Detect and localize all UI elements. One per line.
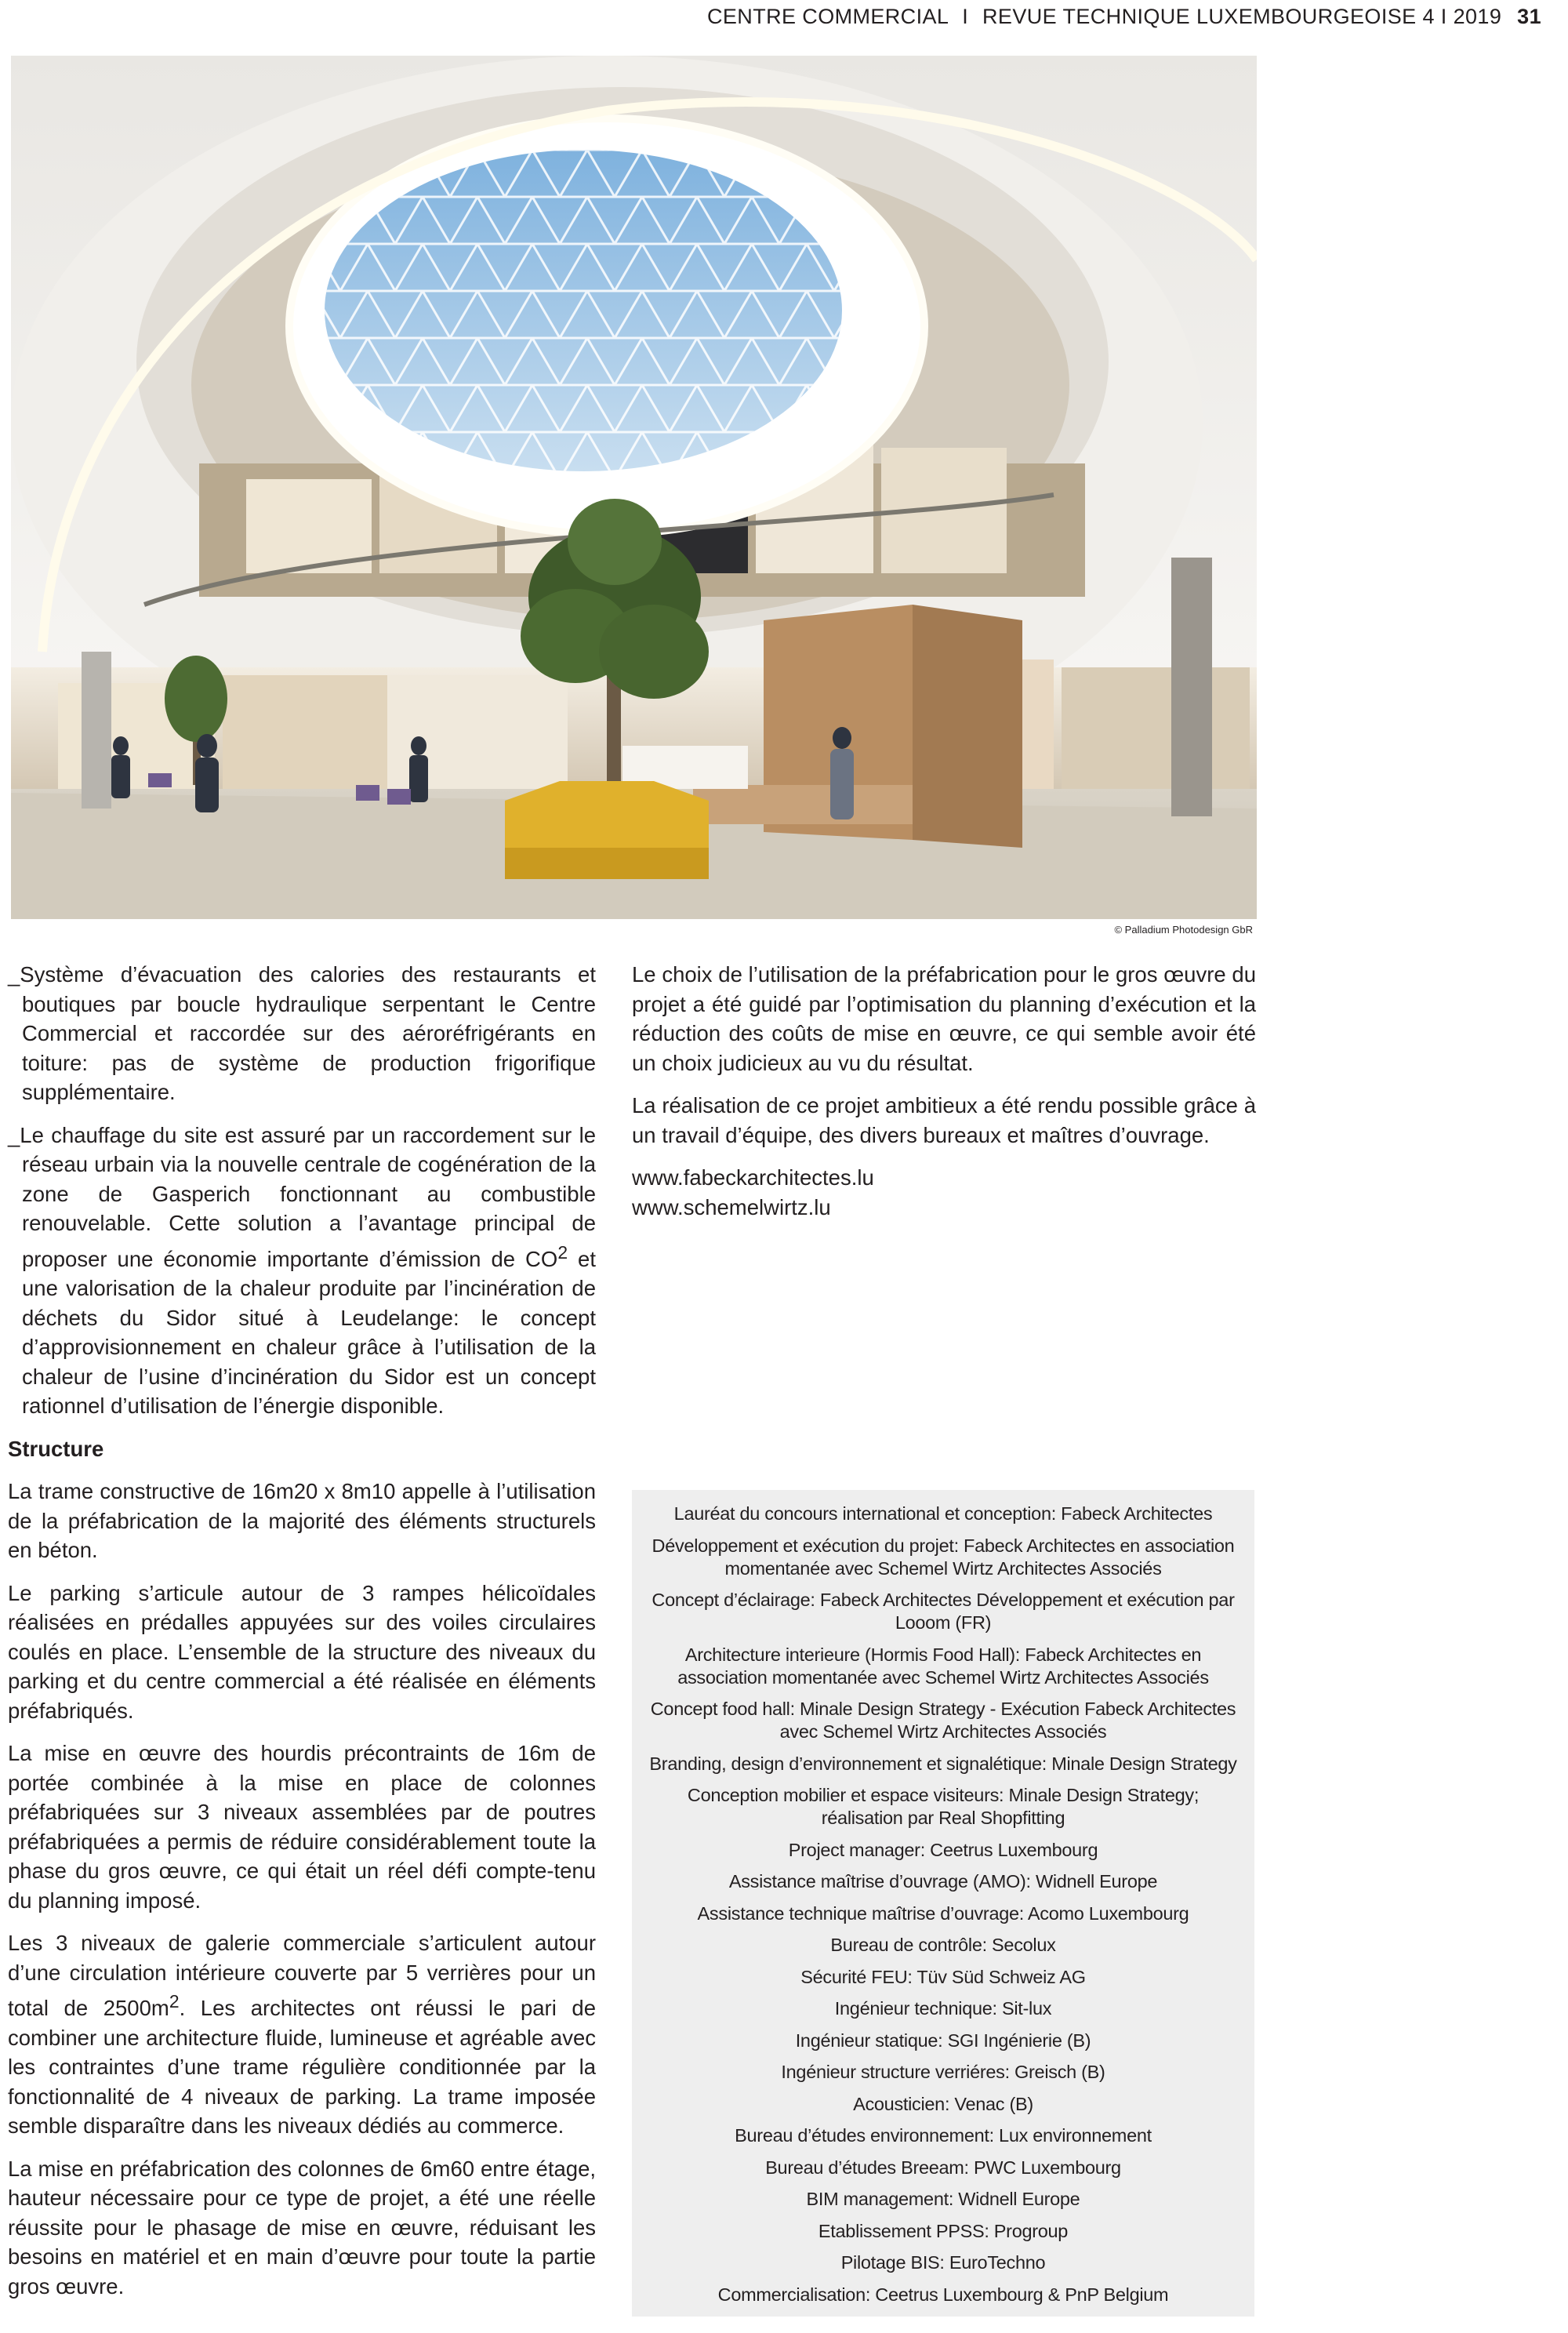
credit-item: Assistance technique maîtrise d’ouvrage: Acomo Luxembourg [697, 1902, 1189, 1924]
link-schemelwirtz[interactable]: www.schemelwirtz.lu [632, 1194, 831, 1219]
credit-item: Assistance maîtrise d’ouvrage (AMO): Widnell Europe [728, 1871, 1158, 1891]
header-separator: I [962, 5, 969, 28]
link-fabeck[interactable]: www.fabeckarchitectes.lu [632, 1165, 874, 1190]
credit-item: Lauréat du concours international et conception: Fabeck Architectes [673, 1503, 1213, 1524]
credit-item: Ingénieur statique: SGI Ingénierie (B) [795, 2030, 1091, 2051]
bullet-calories: _Système d’évacuation des calories des restaurants et boutiques par boucle hydraulique serpentant le Centre Commercial et raccordée sur des aéroréfrigérants en toiture: pas de système de production frigorifique supplémentaire. [8, 962, 596, 1104]
credit-item: Etablissement PPSS: Progroup [818, 2220, 1069, 2241]
credit-item: Développement et exécution du projet: Fabeck Architectes en association momentanée avec Schemel Wirtz Architectes Associés [652, 1535, 1235, 1579]
credit-item: Commercialisation: Ceetrus Luxembourg & PnP Belgium [717, 2284, 1169, 2305]
paragraph-trame: La trame constructive de 16m20 x 8m10 appelle à l’utilisation de la préfabrication de la majorité des éléments structurels en béton. [8, 1479, 596, 1563]
left-column [8, 960, 596, 2314]
credit-item: Ingénieur technique: Sit-lux [834, 1998, 1052, 2019]
paragraph-colonnes: La mise en préfabrication des colonnes de 6m60 entre étage, hauteur nécessaire pour ce type de projet, a été une réelle réussite pour le phasage de mise en œuvre, réduisant les besoins en matériel et en main d’œuvre pour toute la partie gros œuvre. [8, 2156, 596, 2298]
credit-item: BIM management: Widnell Europe [806, 2189, 1080, 2209]
page-number: 31 [1517, 5, 1541, 28]
m2-superscript: 2 [169, 1991, 180, 2012]
credit-item: Architecture interieure (Hormis Food Hall): Fabeck Architectes en association momentanée avec Schemel Wirtz Architectes Associés [677, 1644, 1209, 1688]
photo-credit: © Palladium Photodesign GbR [1114, 924, 1253, 936]
paragraph-galerie [8, 1928, 596, 2141]
atrium-illustration [11, 56, 1257, 919]
paragraph-galerie-part-2: . Les architectes ont réussi le pari de combiner une architecture fluide, lumineuse et agréable avec les contraintes d’une trame régulière conditionnée par la fonctionnalité de 4 niveaux de parking. La trame imposée semble disparaître dans les niveaux dédiés au commerce. [8, 1996, 596, 2139]
atrium-photo [11, 56, 1257, 919]
credit-item: Conception mobilier et espace visiteurs: Minale Design Strategy; réalisation par Real Shopfitting [687, 1785, 1200, 1828]
section-heading-structure: Structure [8, 1436, 104, 1461]
credit-item: Concept d’éclairage: Fabeck Architectes Développement et exécution par Looom (FR) [652, 1590, 1235, 1633]
credit-item: Branding, design d’environnement et signalétique: Minale Design Strategy [649, 1753, 1237, 1774]
paragraph-galerie-part-1: Les 3 niveaux de galerie commerciale s’articulent autour d’une circulation intérieure couverte par 5 verrières pour un total de 2500m [8, 1931, 596, 2021]
paragraph-realisation: La réalisation de ce projet ambitieux a été rendu possible grâce à un travail d’équipe, des divers bureaux et maîtres d’ouvrage. [632, 1093, 1256, 1147]
credit-item: Project manager: Ceetrus Luxembourg [788, 1839, 1098, 1860]
header-issue: 4 I 2019 [1422, 5, 1502, 28]
website-links [632, 1163, 1256, 1222]
bullet-heating-part-2: et une valorisation de la chaleur produite par l’incinération de déchets du Sidor situé à Leudelange: le concept d’approvisionnement en chaleur grâce à l’utilisation de la chaleur de l’usine d’incinération du Sidor est un concept rationnel d’utilisation de l’énergie disponible. [22, 1246, 596, 1419]
credit-item: Bureau de contrôle: Secolux [830, 1935, 1056, 1955]
co2-subscript: 2 [557, 1241, 568, 1263]
running-header [707, 5, 1541, 29]
credit-item: Acousticien: Venac (B) [853, 2093, 1033, 2114]
header-section: CENTRE COMMERCIAL [706, 5, 949, 28]
header-journal: REVUE TECHNIQUE LUXEMBOURGEOISE [982, 5, 1417, 28]
credit-item: Pilotage BIS: EuroTechno [840, 2252, 1046, 2273]
paragraph-hourdis: La mise en œuvre des hourdis précontraints de 16m de portée combinée à la mise en place de colonnes préfabriquées sur 3 niveaux assemblées par de poutres préfabriquées a permis de réduire considérablement toute la phase du gros œuvre, ce qui était un réel défi compte-tenu du planning imposé. [8, 1741, 596, 1913]
project-credits-box [632, 1490, 1254, 2317]
credit-item: Sécurité FEU: Tüv Süd Schweiz AG [800, 1966, 1086, 1987]
bullet-heating-part-1: _Le chauffage du site est assuré par un raccordement sur le réseau urbain via la nouvelle centrale de cogénération de la zone de Gasperich fonctionnant au combustible renouvelable. Cette solution a l’avantage principal de proposer une économie importante d’émission de CO [8, 1122, 596, 1271]
credit-item: Ingénieur structure verriéres: Greisch (B) [781, 2062, 1105, 2082]
credit-item: Bureau d’études environnement: Lux environnement [735, 2125, 1152, 2146]
bullet-heating [8, 1121, 596, 1421]
credit-item: Concept food hall: Minale Design Strategy - Exécution Fabeck Architectes avec Schemel Wirtz Architectes Associés [650, 1699, 1236, 1742]
right-column [632, 960, 1256, 1222]
credits-list [632, 1490, 1254, 2306]
paragraph-parking: Le parking s’articule autour de 3 rampes hélicoïdales réalisées en prédalles appuyées sur des voiles circulaires coulés en place. L’ensemble de la structure des niveaux du parking et du centre commercial a été réalisée en éléments préfabriqués. [8, 1580, 596, 1723]
credit-item: Bureau d’études Breeam: PWC Luxembourg [765, 2157, 1121, 2178]
paragraph-prefabrication: Le choix de l’utilisation de la préfabrication pour le gros œuvre du projet a été guidé par l’optimisation du planning d’exécution et la réduction des coûts de mise en œuvre, ce qui semble avoir été un choix judicieux au vu du résultat. [632, 962, 1256, 1075]
